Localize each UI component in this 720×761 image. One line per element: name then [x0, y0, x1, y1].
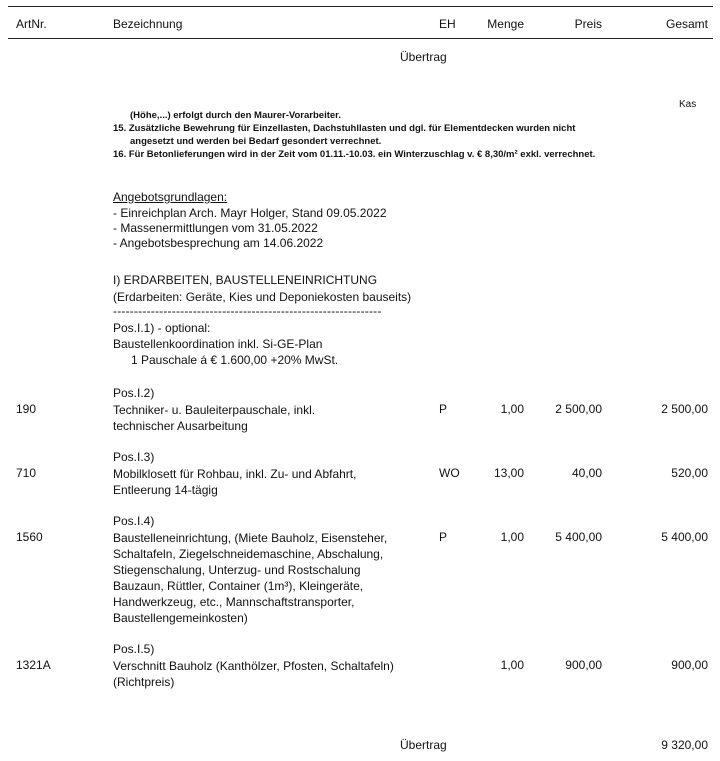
item-gesamt: 5 400,00	[661, 530, 708, 544]
col-header-bezeichnung: Bezeichnung	[113, 17, 183, 31]
item-description-line: Techniker- u. Bauleiterpauschale, inkl.	[113, 403, 316, 417]
item-description-line: Stiegenschalung, Unterzug- und Rostschalung	[113, 563, 361, 577]
note-line-16: 16. Für Betonlieferungen wird in der Zeit vom 01.11.-10.03. ein Winterzuschlag v. € 8,30/m² exkl. verrechnet.	[113, 149, 596, 160]
note-line-15: 15. Zusätzliche Bewehrung für Einzellasten, Dachstuhllasten und dgl. für Elementdecken wurden nicht	[113, 123, 576, 134]
pos1-line2: 1 Pauschale á € 1.600,00 +20% MwSt.	[131, 353, 339, 367]
section-title: I) ERDARBEITEN, BAUSTELLENEINRICHTUNG	[113, 273, 378, 287]
item-description-line: Verschnitt Bauholz (Kanthölzer, Pfosten, Schaltafeln)	[113, 659, 394, 673]
item-preis: 900,00	[565, 658, 602, 672]
note-line-1: (Höhe,...) erfolgt durch den Maurer-Vorarbeiter.	[130, 110, 341, 121]
pos-label: Pos.I.3)	[113, 450, 155, 464]
item-description-line: Handwerkzeug, etc., Mannschaftstransporter,	[113, 595, 355, 609]
uebertrag-top: Übertrag	[400, 50, 447, 64]
item-artnr: 710	[16, 466, 37, 480]
col-header-gesamt: Gesamt	[665, 17, 708, 31]
pos-label: Pos.I.1) - optional:	[113, 321, 211, 335]
item-gesamt: 900,00	[671, 658, 708, 672]
uebertrag-total: 9 320,00	[661, 738, 708, 752]
item-menge: 13,00	[493, 466, 524, 480]
kas-label: Kas	[679, 99, 697, 110]
item-description-line: Schaltafeln, Ziegelschneidemaschine, Abschalung,	[113, 547, 384, 561]
header-bottom-rule	[8, 38, 713, 39]
section-separator: ----------------------------------------------------------------	[113, 304, 382, 318]
col-header-artnr: ArtNr.	[16, 17, 47, 31]
grundlagen-line: - Massenermittlungen vom 31.05.2022	[113, 221, 318, 235]
item-artnr: 1321A	[16, 658, 51, 672]
note-line-15b: angesetzt und werden bei Bedarf gesondert verrechnet.	[130, 136, 382, 147]
item-menge: 1,00	[500, 530, 524, 544]
item-menge: 1,00	[500, 402, 524, 416]
item-preis: 5 400,00	[555, 530, 602, 544]
item-gesamt: 520,00	[671, 466, 708, 480]
col-header-menge: Menge	[487, 17, 524, 31]
pos-label: Pos.I.2)	[113, 386, 155, 400]
pos1-line1: Baustellenkoordination inkl. Si-GE-Plan	[113, 337, 323, 351]
item-artnr: 1560	[16, 530, 43, 544]
item-description-line: Bauzaun, Rüttler, Container (1m³), Kleingeräte,	[113, 579, 364, 593]
item-description-line: technischer Ausarbeitung	[113, 419, 248, 433]
item-preis: 40,00	[571, 466, 602, 480]
section-subtitle: (Erdarbeiten: Geräte, Kies und Deponiekosten bauseits)	[113, 290, 412, 304]
item-artnr: 190	[16, 402, 37, 416]
item-preis: 2 500,00	[555, 402, 602, 416]
grundlagen-title: Angebotsgrundlagen:	[113, 190, 228, 204]
item-eh: WO	[439, 466, 460, 480]
uebertrag-bottom: Übertrag	[400, 738, 447, 752]
item-gesamt: 2 500,00	[661, 402, 708, 416]
grundlagen-line: - Angebotsbesprechung am 14.06.2022	[113, 236, 324, 250]
col-header-eh: EH	[439, 17, 456, 31]
item-description-line: Baustellengemeinkosten)	[113, 611, 248, 625]
item-description	[113, 402, 315, 434]
item-menge: 1,00	[500, 658, 524, 672]
item-description	[113, 466, 356, 498]
header-top-rule	[8, 6, 713, 7]
item-description-line: Baustelleneinrichtung, (Miete Bauholz, Eisensteher,	[113, 531, 388, 545]
grundlagen-line: - Einreichplan Arch. Mayr Holger, Stand 09.05.2022	[113, 206, 387, 220]
item-description-line: Mobilklosett für Rohbau, inkl. Zu- und Abfahrt,	[113, 467, 357, 481]
item-eh: P	[439, 530, 448, 544]
item-description-line: Entleerung 14-tägig	[113, 483, 218, 497]
item-description	[113, 530, 387, 626]
col-header-preis: Preis	[574, 17, 602, 31]
pos-label: Pos.I.5)	[113, 642, 155, 656]
pos-label: Pos.I.4)	[113, 514, 155, 528]
item-eh: P	[439, 402, 448, 416]
item-description	[113, 658, 394, 690]
item-description-line: (Richtpreis)	[113, 675, 175, 689]
